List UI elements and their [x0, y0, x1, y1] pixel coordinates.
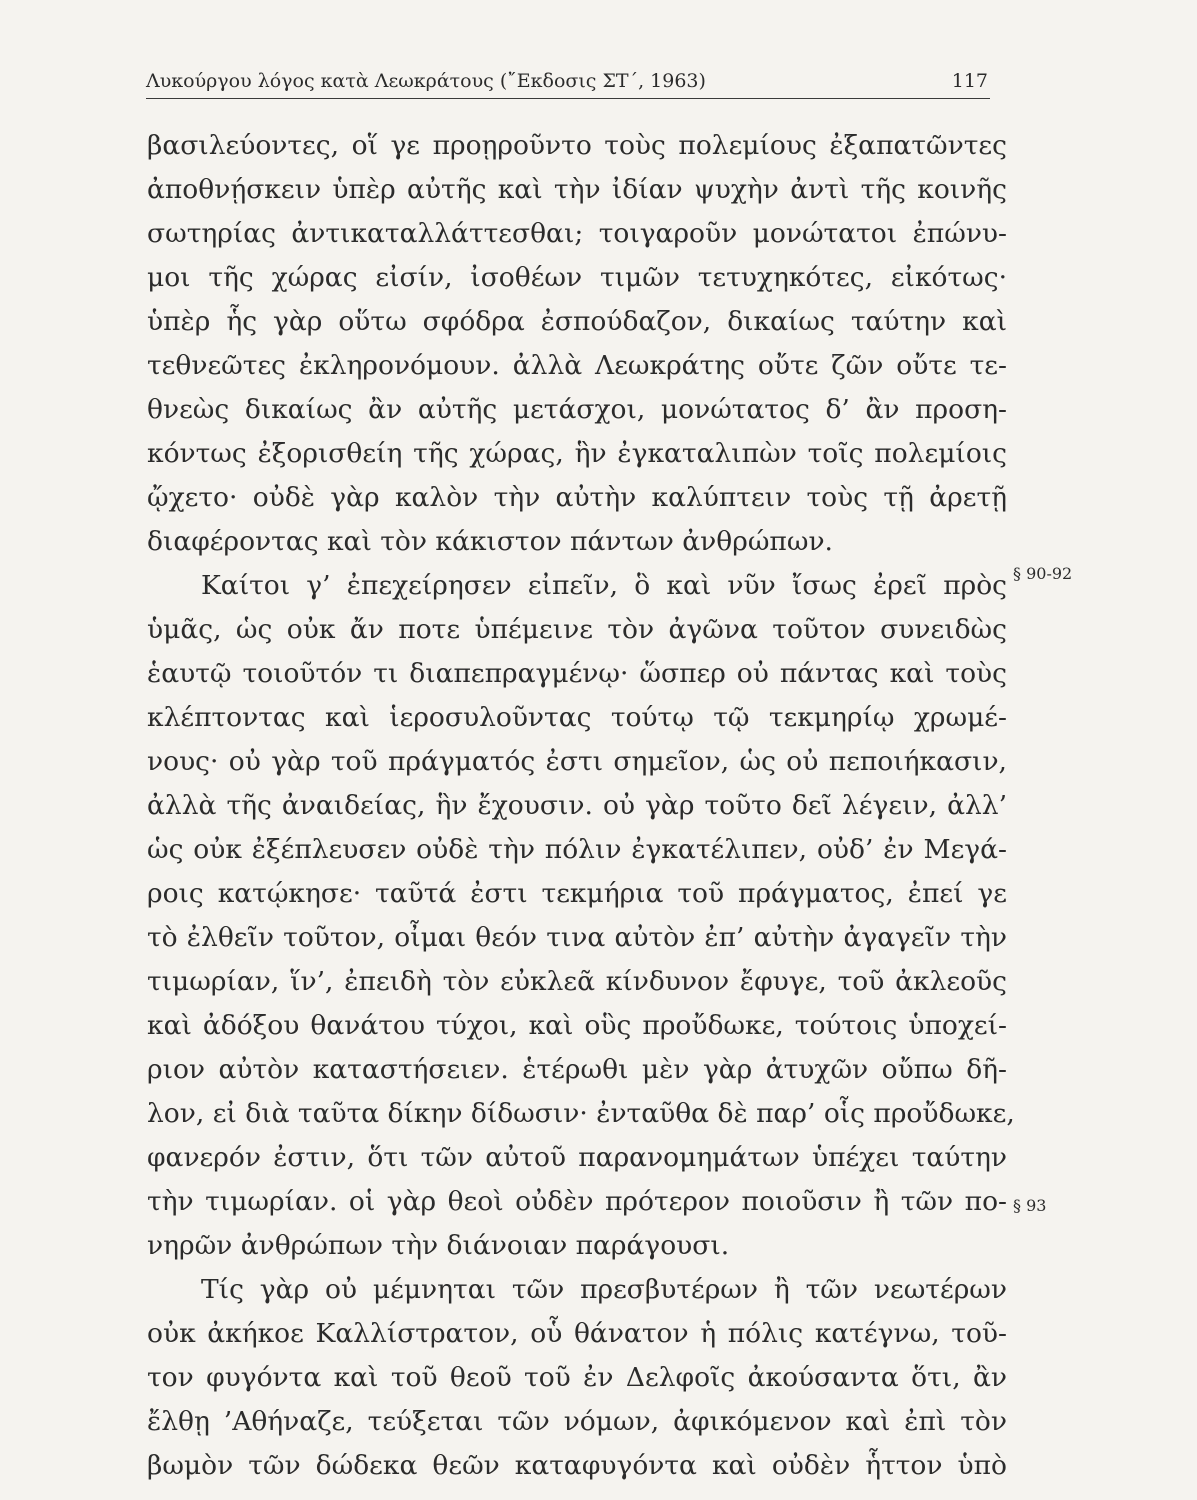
text-line: βωμὸν τῶν δώδεκα θεῶν καταφυγόντα καὶ οὐδὲν ἧττον ὑπὸ [147, 1450, 1007, 1481]
text-line: θνεὼς δικαίως ἂν αὐτῆς μετάσχοι, μονώτατος δ’ ἂν προση- [147, 394, 1007, 425]
text-line: κλέπτοντας καὶ ἱεροσυλοῦντας τούτῳ τῷ τεκμηρίῳ χρωμέ- [147, 702, 1007, 733]
text-line: νηρῶν ἀνθρώπων τὴν διάνοιαν παράγουσι. [147, 1230, 730, 1261]
text-line: διαφέροντας καὶ τὸν κάκιστον πάντων ἀνθρώπων. [147, 526, 833, 557]
text-line: σωτηρίας ἀντικαταλλάττεσθαι; τοιγαροῦν μονώτατοι ἐπώνυ- [147, 218, 1007, 249]
text-line: ᾤχετο· οὐδὲ γὰρ καλὸν τὴν αὐτὴν καλύπτειν τοὺς τῇ ἀρετῇ [147, 482, 1007, 513]
text-line: ἑαυτῷ τοιοῦτόν τι διαπεπραγμένῳ· ὥσπερ οὐ πάντας καὶ τοὺς [147, 658, 1007, 689]
page-number: 117 [951, 70, 988, 92]
text-line: νους· οὐ γὰρ τοῦ πράγματός ἐστι σημεῖον, ὡς οὐ πεποιήκασιν, [147, 746, 1007, 777]
text-line: καὶ ἀδόξου θανάτου τύχοι, καὶ οὓς προὔδωκε, τούτοις ὑποχεί- [147, 1010, 1007, 1041]
text-line: λον, εἰ διὰ ταῦτα δίκην δίδωσιν· ἐνταῦθα δὲ παρ’ οἷς προὔδωκε, [147, 1098, 1015, 1129]
text-line: τὸ ἐλθεῖν τοῦτον, οἶμαι θεόν τινα αὐτὸν ἐπ’ αὐτὴν ἀγαγεῖν τὴν [147, 922, 1007, 953]
text-line: ἀποθνῄσκειν ὑπὲρ αὐτῆς καὶ τὴν ἰδίαν ψυχὴν ἀντὶ τῆς κοινῆς [147, 174, 1007, 205]
text-line: μοι τῆς χώρας εἰσίν, ἰσοθέων τιμῶν τετυχηκότες, εἰκότως· [147, 262, 1007, 293]
text-line: ἔλθῃ ’Αθήναζε, τεύξεται τῶν νόμων, ἀφικόμενον καὶ ἐπὶ τὸν [147, 1406, 1007, 1437]
margin-section-ref: § 93 [1013, 1196, 1047, 1215]
text-line: τὴν τιμωρίαν. οἱ γὰρ θεοὶ οὐδὲν πρότερον ποιοῦσιν ἢ τῶν πο- [147, 1186, 1007, 1217]
header-title: Λυκούργου λόγος κατὰ Λεωκράτους (῎Εκδοσις ΣΤ΄, 1963) [146, 70, 706, 92]
text-line: ροις κατῴκησε· ταῦτά ἐστι τεκμήρια τοῦ πράγματος, ἐπεί γε [147, 878, 1007, 909]
text-line: τεθνεῶτες ἐκληρονόμουν. ἀλλὰ Λεωκράτης οὔτε ζῶν οὔτε τε- [147, 350, 1007, 381]
text-line: ὑμᾶς, ὡς οὐκ ἄν ποτε ὑπέμεινε τὸν ἀγῶνα τοῦτον συνειδὼς [147, 614, 1007, 645]
text-line: ὑπὲρ ἧς γὰρ οὕτω σφόδρα ἐσπούδαζον, δικαίως ταύτην καὶ [147, 306, 1007, 337]
text-line: Τίς γὰρ οὐ μέμνηται τῶν πρεσβυτέρων ἢ τῶν νεωτέρων [201, 1274, 1007, 1305]
text-line: βασιλεύοντες, οἵ γε προῃροῦντο τοὺς πολεμίους ἐξαπατῶντες [147, 130, 1007, 161]
margin-section-ref: § 90-92 [1013, 564, 1073, 583]
text-line: οὐκ ἀκήκοε Καλλίστρατον, οὗ θάνατον ἡ πόλις κατέγνω, τοῦ- [147, 1318, 1007, 1349]
text-line: ριον αὐτὸν καταστήσειεν. ἑτέρωθι μὲν γὰρ ἀτυχῶν οὔπω δῆ- [147, 1054, 1007, 1085]
text-line: ἀλλὰ τῆς ἀναιδείας, ἣν ἔχουσιν. οὐ γὰρ τοῦτο δεῖ λέγειν, ἀλλ’ [147, 790, 1007, 821]
text-line: φανερόν ἐστιν, ὅτι τῶν αὐτοῦ παρανομημάτων ὑπέχει ταύτην [147, 1142, 1007, 1173]
text-line: τον φυγόντα καὶ τοῦ θεοῦ τοῦ ἐν Δελφοῖς ἀκούσαντα ὅτι, ἂν [147, 1362, 1007, 1393]
text-line: τιμωρίαν, ἵν’, ἐπειδὴ τὸν εὐκλεᾶ κίνδυνον ἔφυγε, τοῦ ἀκλεοῦς [147, 966, 1007, 997]
main-text [147, 124, 1015, 1488]
text-line: ὡς οὐκ ἐξέπλευσεν οὐδὲ τὴν πόλιν ἐγκατέλιπεν, οὐδ’ ἐν Μεγά- [147, 834, 1007, 865]
text-line: κόντως ἐξορισθείη τῆς χώρας, ἣν ἐγκαταλιπὼν τοῖς πολεμίοις [147, 438, 1007, 469]
text-line: Καίτοι γ’ ἐπεχείρησεν εἰπεῖν, ὃ καὶ νῦν ἴσως ἐρεῖ πρὸς [201, 570, 1007, 601]
running-header [146, 68, 990, 99]
